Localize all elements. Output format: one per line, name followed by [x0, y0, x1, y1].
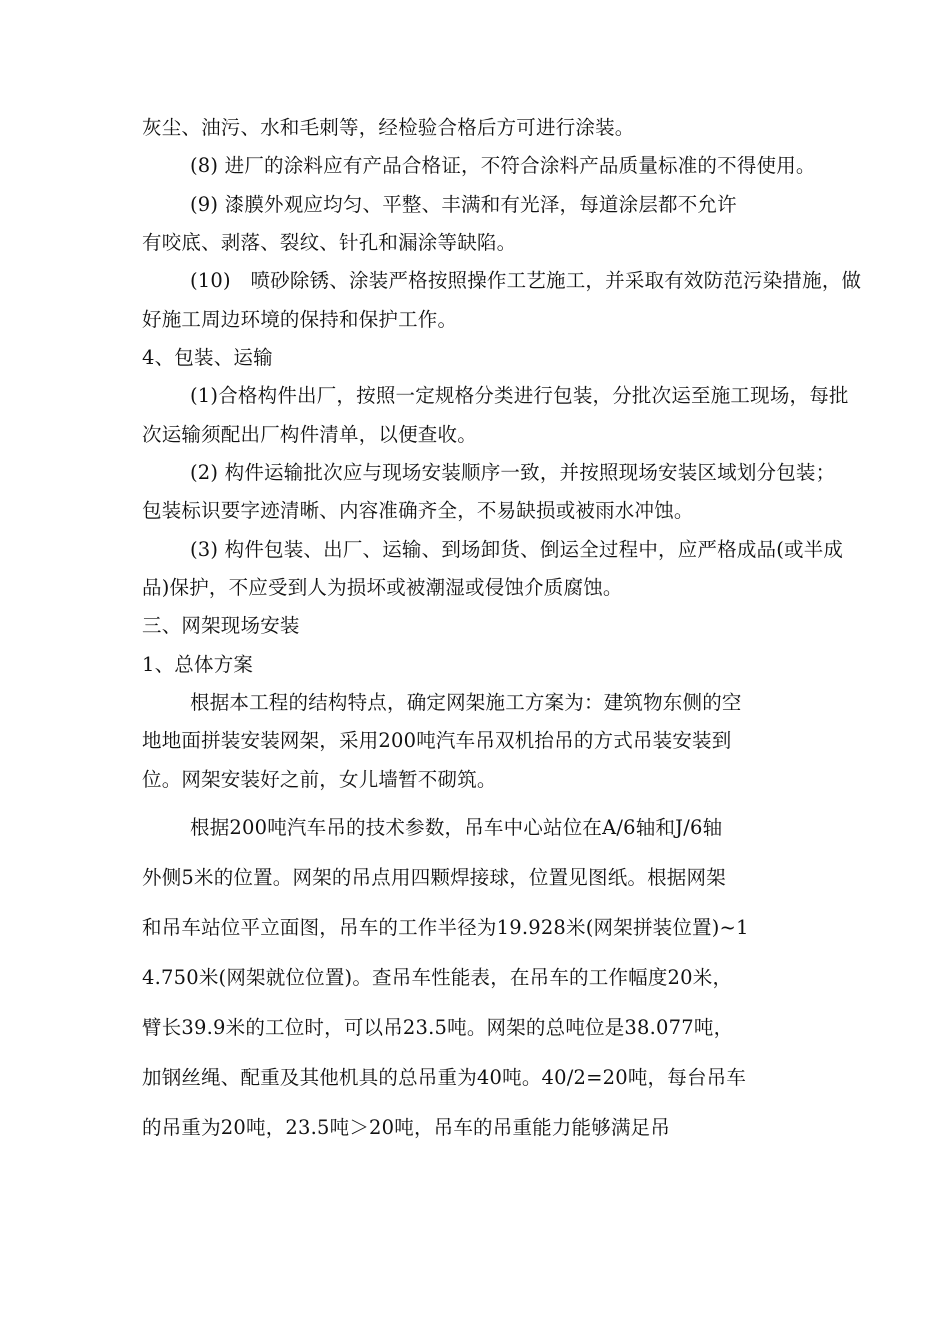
paragraph-line: 加钢丝绳、配重及其他机具的总吊重为40吨。40/2=20吨，每台吊车: [142, 1066, 747, 1089]
section-heading: 4、包装、运输: [142, 346, 273, 369]
paragraph-line: (8) 进厂的涂料应有产品合格证，不符合涂料产品质量标准的不得使用。: [190, 154, 816, 177]
paragraph-line: 有咬底、剥落、裂纹、针孔和漏涂等缺陷。: [142, 231, 517, 254]
paragraph-line: (1)合格构件出厂，按照一定规格分类进行包装，分批次运至施工现场，每批: [190, 384, 849, 407]
paragraph-line: 根据本工程的结构特点，确定网架施工方案为：建筑物东侧的空: [190, 691, 742, 714]
paragraph-line: 位。网架安装好之前，女儿墙暂不砌筑。: [142, 768, 497, 791]
paragraph-line: 根据200吨汽车吊的技术参数，吊车中心站位在A/6轴和J/6轴: [190, 816, 723, 839]
paragraph-line: 灰尘、油污、水和毛刺等，经检验合格后方可进行涂装。: [142, 116, 635, 139]
paragraph-line: 地地面拼装安装网架，采用200吨汽车吊双机抬吊的方式吊装安装到: [142, 729, 732, 752]
paragraph-line: 好施工周边环境的保持和保护工作。: [142, 308, 458, 331]
paragraph-line: 4.750米(网架就位位置)。查吊车性能表，在吊车的工作幅度20米，: [142, 966, 733, 989]
paragraph-line: 外侧5米的位置。网架的吊点用四颗焊接球，位置见图纸。根据网架: [142, 866, 726, 889]
paragraph-line: 的吊重为20吨，23.5吨＞20吨，吊车的吊重能力能够满足吊: [142, 1116, 671, 1139]
section-heading: 1、总体方案: [142, 653, 254, 676]
paragraph-line: (3) 构件包装、出厂、运输、到场卸货、倒运全过程中，应严格成品(或半成: [190, 538, 844, 561]
paragraph-line: 和吊车站位平立面图，吊车的工作半径为19.928米(网架拼装位置)~1: [142, 916, 749, 939]
paragraph-line: 次运输须配出厂构件清单，以便查收。: [142, 423, 477, 446]
section-heading: 三、网架现场安装: [142, 614, 300, 637]
paragraph-line: (10) 喷砂除锈、涂装严格按照操作工艺施工，并采取有效防范污染措施，做: [190, 269, 862, 292]
paragraph-line: (2) 构件运输批次应与现场安装顺序一致，并按照现场安装区域划分包装；: [190, 461, 836, 484]
paragraph-line: (9) 漆膜外观应均匀、平整、丰满和有光泽，每道涂层都不允许: [190, 193, 737, 216]
paragraph-line: 臂长39.9米的工位时，可以吊23.5吨。网架的总吨位是38.077吨，: [142, 1016, 734, 1039]
paragraph-line: 品)保护，不应受到人为损坏或被潮湿或侵蚀介质腐蚀。: [142, 576, 623, 599]
paragraph-line: 包装标识要字迹清晰、内容准确齐全，不易缺损或被雨水冲蚀。: [142, 499, 694, 522]
